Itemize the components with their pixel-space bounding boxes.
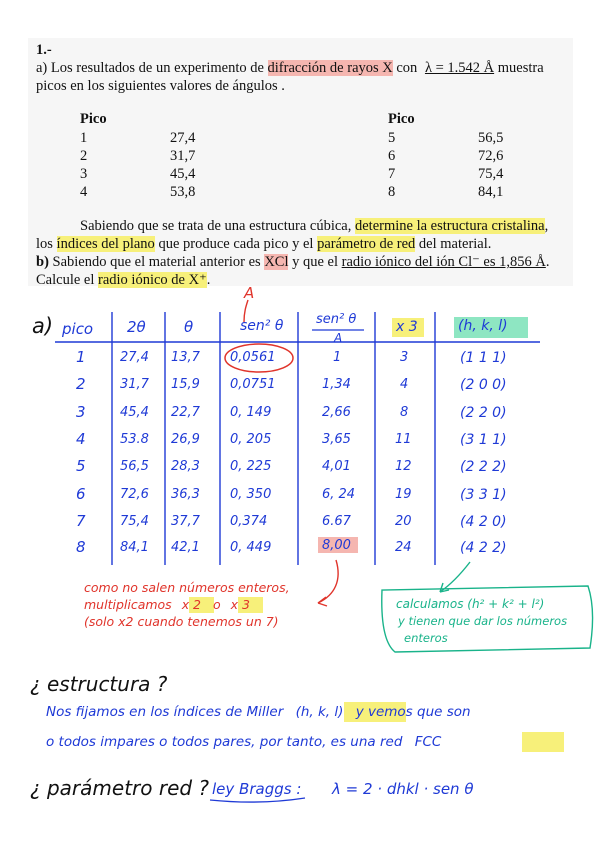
cell-hkl: (4 2 0) — [460, 514, 507, 530]
green-note-line-1: calculamos (h² + k² + l²) — [396, 597, 545, 611]
cell-two-theta: 72,6 — [120, 487, 149, 502]
a-marker: A — [244, 284, 255, 302]
cell-x3: 24 — [395, 540, 412, 555]
cell-ratio: 4,01 — [322, 459, 351, 474]
question-lattice-parameter: ¿ parámetro red ? — [30, 776, 210, 800]
cell-pico: 7 — [76, 512, 86, 530]
peak-angle: 53,8 — [170, 184, 196, 200]
peak-number: 5 — [388, 130, 396, 146]
cell-x3: 3 — [400, 350, 409, 365]
peak-angle: 56,5 — [478, 130, 504, 146]
peak-number: 3 — [80, 166, 88, 182]
part-b-label: b) — [36, 254, 49, 270]
header-sen2: sen² θ — [240, 318, 284, 334]
cell-two-theta: 56,5 — [120, 459, 149, 474]
arrow-to-green-note — [440, 562, 470, 592]
cell-hkl: (2 0 0) — [460, 377, 507, 393]
peak-number: 2 — [80, 148, 88, 164]
peak-angle: 84,1 — [478, 184, 504, 200]
arrow-to-note — [318, 560, 338, 603]
cell-two-theta: 84,1 — [120, 540, 149, 555]
cell-two-theta: 27,4 — [120, 350, 149, 365]
green-note-line-2: y tienen que dar los números — [398, 614, 568, 628]
cell-two-theta: 31,7 — [120, 377, 149, 392]
cell-two-theta: 53.8 — [120, 432, 149, 447]
cell-theta: 15,9 — [171, 377, 200, 392]
part-a-label: a) — [36, 60, 48, 76]
cell-theta: 22,7 — [171, 405, 200, 420]
cell-theta: 26,9 — [171, 432, 200, 447]
cell-ratio: 1,34 — [322, 377, 351, 392]
cell-x3: 4 — [400, 377, 409, 392]
cell-theta: 42,1 — [171, 540, 200, 555]
cell-ratio: 2,66 — [322, 405, 351, 420]
cell-x3: 11 — [395, 432, 412, 447]
cell-sen2: 0, 149 — [230, 405, 272, 420]
red-note-line-2: multiplicamos x 2 o x 3 — [84, 597, 250, 612]
header-x3: x 3 — [396, 319, 418, 335]
fcc-highlight — [522, 732, 564, 752]
cell-pico: 5 — [76, 457, 86, 475]
fcc-answer: FCC — [414, 734, 442, 750]
peak-angle: 31,7 — [170, 148, 196, 164]
cell-ratio: 6, 24 — [322, 487, 356, 502]
highlight-xcl: XCl — [264, 254, 289, 270]
green-note-line-3: enteros — [404, 631, 448, 645]
part-a-line-1: a) Los resultados de un experimento de difracción de rayos X con λ = 1.542 Å muestra — [36, 60, 544, 76]
peak-angle: 75,4 — [478, 166, 504, 182]
cell-sen2: 0,374 — [230, 514, 268, 529]
cell-ratio: 1 — [333, 350, 342, 365]
peak-number: 7 — [388, 166, 396, 182]
cell-theta: 13,7 — [171, 350, 200, 365]
bragg-underline — [210, 798, 305, 802]
part-b-line-2: Calcule el radio iónico de X⁺. — [36, 272, 211, 288]
question-structure: ¿ estructura ? — [30, 672, 168, 696]
red-note-line-1: como no salen números enteros, — [84, 580, 290, 595]
header-hkl: (h, k, l) — [458, 318, 508, 334]
part-a-line-2: picos en los siguientes valores de ángulos . — [36, 78, 285, 94]
header-ratio-denominator: A — [334, 331, 343, 345]
red-note-line-3: (solo x2 cuando tenemos un 7) — [84, 614, 279, 629]
header-theta: θ — [184, 318, 194, 336]
cell-pico: 6 — [76, 485, 86, 503]
cell-x3: 12 — [395, 459, 412, 474]
peak-angle: 45,4 — [170, 166, 196, 182]
bragg-label: ley Braggs : — [212, 780, 302, 798]
cell-sen2: 0,0561 — [230, 350, 276, 365]
header-ratio-numerator: sen² θ — [316, 312, 357, 327]
highlight-structure: determine la estructura cristalina — [354, 218, 545, 234]
part-b-line-1: b) Sabiendo que el material anterior es XCl y que el radio iónico del ión Cl⁻ es 1,856 Å. — [36, 254, 550, 270]
paragraph-line-2: los índices del plano que produce cada pico y el parámetro de red del material. — [36, 236, 492, 252]
cell-hkl: (2 2 0) — [460, 405, 507, 421]
lambda-value: λ = 1.542 Å — [424, 60, 495, 76]
cell-x3: 19 — [395, 487, 412, 502]
cell-pico: 3 — [76, 403, 86, 421]
cell-sen2: 0, 205 — [230, 432, 272, 447]
header-pico: pico — [62, 320, 94, 338]
highlight-x-radius: radio iónico de X⁺ — [98, 272, 207, 288]
peak-number: 4 — [80, 184, 88, 200]
header-two-theta: 2θ — [127, 318, 146, 336]
structure-answer-line-2: o todos impares o todos pares, por tanto, es una red FCC — [46, 734, 442, 750]
cell-theta: 36,3 — [171, 487, 200, 502]
cell-x3: 8 — [400, 405, 409, 420]
cell-x3: 20 — [395, 514, 412, 529]
cell-hkl: (3 3 1) — [460, 487, 507, 503]
solution-a-label: a) — [32, 314, 54, 338]
problem-number: 1.- — [36, 42, 52, 58]
table-header-pico-right: Pico — [388, 111, 415, 127]
cell-theta: 28,3 — [171, 459, 200, 474]
peak-number: 8 — [388, 184, 396, 200]
peak-number: 1 — [80, 130, 88, 146]
highlight-diffraction: difracción de rayos X — [267, 60, 393, 76]
cell-sen2: 0, 449 — [230, 540, 272, 555]
peak-angle: 27,4 — [170, 130, 196, 146]
highlight-lattice-parameter: parámetro de red — [317, 236, 416, 252]
cell-pico: 8 — [76, 538, 86, 556]
cell-hkl: (4 2 2) — [460, 540, 507, 556]
cell-ratio: 6.67 — [322, 514, 351, 529]
underline-cl-radius: radio iónico del ión Cl⁻ es 1,856 Å — [341, 254, 546, 270]
cell-sen2: 0, 350 — [230, 487, 272, 502]
cell-ratio: 3,65 — [322, 432, 351, 447]
cell-hkl: (3 1 1) — [460, 432, 507, 448]
bragg-formula: λ = 2 · dhkl · sen θ — [332, 780, 474, 798]
table-header-pico-left: Pico — [80, 111, 107, 127]
highlight-indices: índices del plano — [56, 236, 155, 252]
peak-angle: 72,6 — [478, 148, 504, 164]
cell-two-theta: 45,4 — [120, 405, 149, 420]
cell-hkl: (1 1 1) — [460, 350, 507, 366]
cell-pico: 4 — [76, 430, 86, 448]
cell-ratio: 8,00 — [322, 538, 351, 553]
peak-number: 6 — [388, 148, 396, 164]
cell-pico: 1 — [76, 348, 86, 366]
cell-pico: 2 — [76, 375, 86, 393]
cell-hkl: (2 2 2) — [460, 459, 507, 475]
structure-answer-line-1: Nos fijamos en los índices de Miller (h, k, l) y vemos que son — [46, 704, 471, 720]
cell-sen2: 0, 225 — [230, 459, 272, 474]
cell-two-theta: 75,4 — [120, 514, 149, 529]
cell-theta: 37,7 — [171, 514, 200, 529]
paragraph-line-1: Sabiendo que se trata de una estructura cúbica, determine la estructura cristalina, — [80, 218, 549, 234]
cell-sen2: 0,0751 — [230, 377, 276, 392]
